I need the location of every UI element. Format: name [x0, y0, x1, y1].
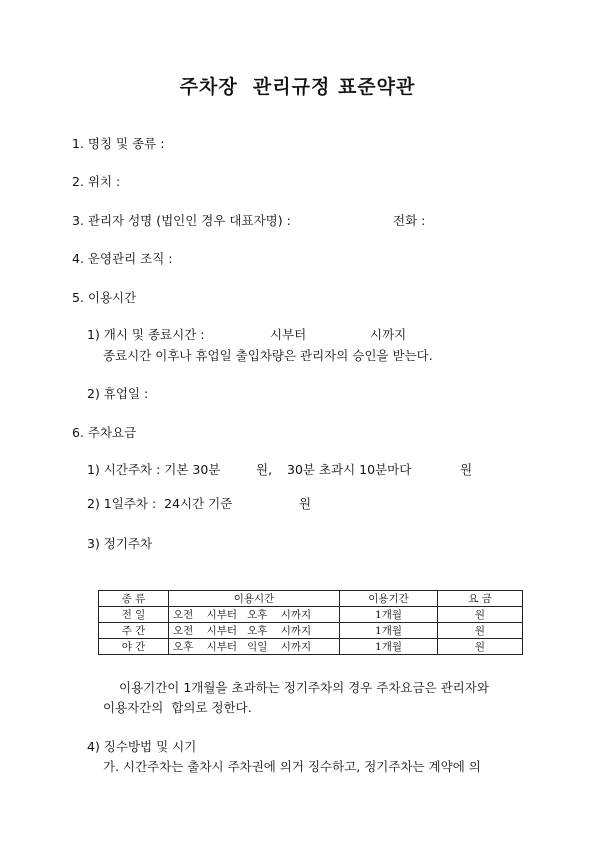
cell-time: 오전 시부터 오후 시까지: [169, 623, 340, 639]
item-hourly-won2: 원: [460, 462, 473, 477]
item-phone-label: 전화 :: [393, 213, 426, 228]
cell-period: 1개월: [340, 607, 438, 623]
page-title: 주차장 관리규정 표준약관: [179, 76, 416, 98]
item-hourly-extra: 30분 초과시 10분마다: [287, 462, 412, 477]
item-open-until: 시까지: [370, 327, 407, 342]
table-row: [99, 639, 523, 655]
cell-time: 오후 시부터 익일 시까지: [169, 639, 340, 655]
item-after-hours-note: 종료시간 이후나 휴업일 출입차량은 관리자의 승인을 받는다.: [103, 348, 433, 363]
item-parking-fees: 6. 주차요금: [72, 425, 137, 440]
item-daily-won: 원: [299, 496, 312, 511]
header-fee: 요 금: [438, 591, 523, 607]
item-manager-name: 3. 관리자 성명 (법인인 경우 대표자명) :: [72, 213, 291, 228]
item-collection-method: 4) 징수방법 및 시기: [87, 739, 197, 754]
table-row: [99, 607, 523, 623]
cell-fee: 원: [438, 623, 523, 639]
item-hourly-parking: 1) 시간주차 : 기본 30분: [87, 462, 221, 477]
item-location: 2. 위치 :: [72, 174, 121, 189]
cell-period: 1개월: [340, 639, 438, 655]
item-collection-detail: 가. 시간주차는 출차시 주차권에 의거 징수하고, 정기주차는 계약에 의: [103, 759, 481, 774]
cell-fee: 원: [438, 607, 523, 623]
cell-type: 주 간: [99, 623, 169, 639]
item-organization: 4. 운영관리 조직 :: [72, 251, 173, 266]
cell-type: 전 일: [99, 607, 169, 623]
regular-parking-fee-table: [98, 590, 523, 655]
item-hourly-won: 원,: [256, 462, 273, 477]
item-open-from: 시부터: [270, 327, 307, 342]
item-daily-parking: 2) 1일주차 : 24시간 기준: [87, 496, 233, 511]
item-regular-parking: 3) 정기주차: [87, 536, 153, 551]
table-row: [99, 623, 523, 639]
cell-period: 1개월: [340, 623, 438, 639]
table-header-row: [99, 591, 523, 607]
item-name-and-type: 1. 명칭 및 종류 :: [72, 136, 165, 151]
cell-type: 야 간: [99, 639, 169, 655]
header-usage-time: 이용시간: [169, 591, 340, 607]
item-open-close-time: 1) 개시 및 종료시간 :: [87, 327, 205, 342]
cell-fee: 원: [438, 639, 523, 655]
cell-time: 오전 시부터 오후 시까지: [169, 607, 340, 623]
header-usage-period: 이용기간: [340, 591, 438, 607]
item-operating-hours: 5. 이용시간: [72, 290, 137, 305]
regular-parking-note-line1: 이용기간이 1개월을 초과하는 정기주차의 경우 주차요금은 관리자와: [119, 680, 489, 695]
item-holidays: 2) 휴업일 :: [87, 386, 149, 401]
regular-parking-note-line2: 이용자간의 합의로 정한다.: [103, 700, 252, 715]
header-type: 종 류: [99, 591, 169, 607]
